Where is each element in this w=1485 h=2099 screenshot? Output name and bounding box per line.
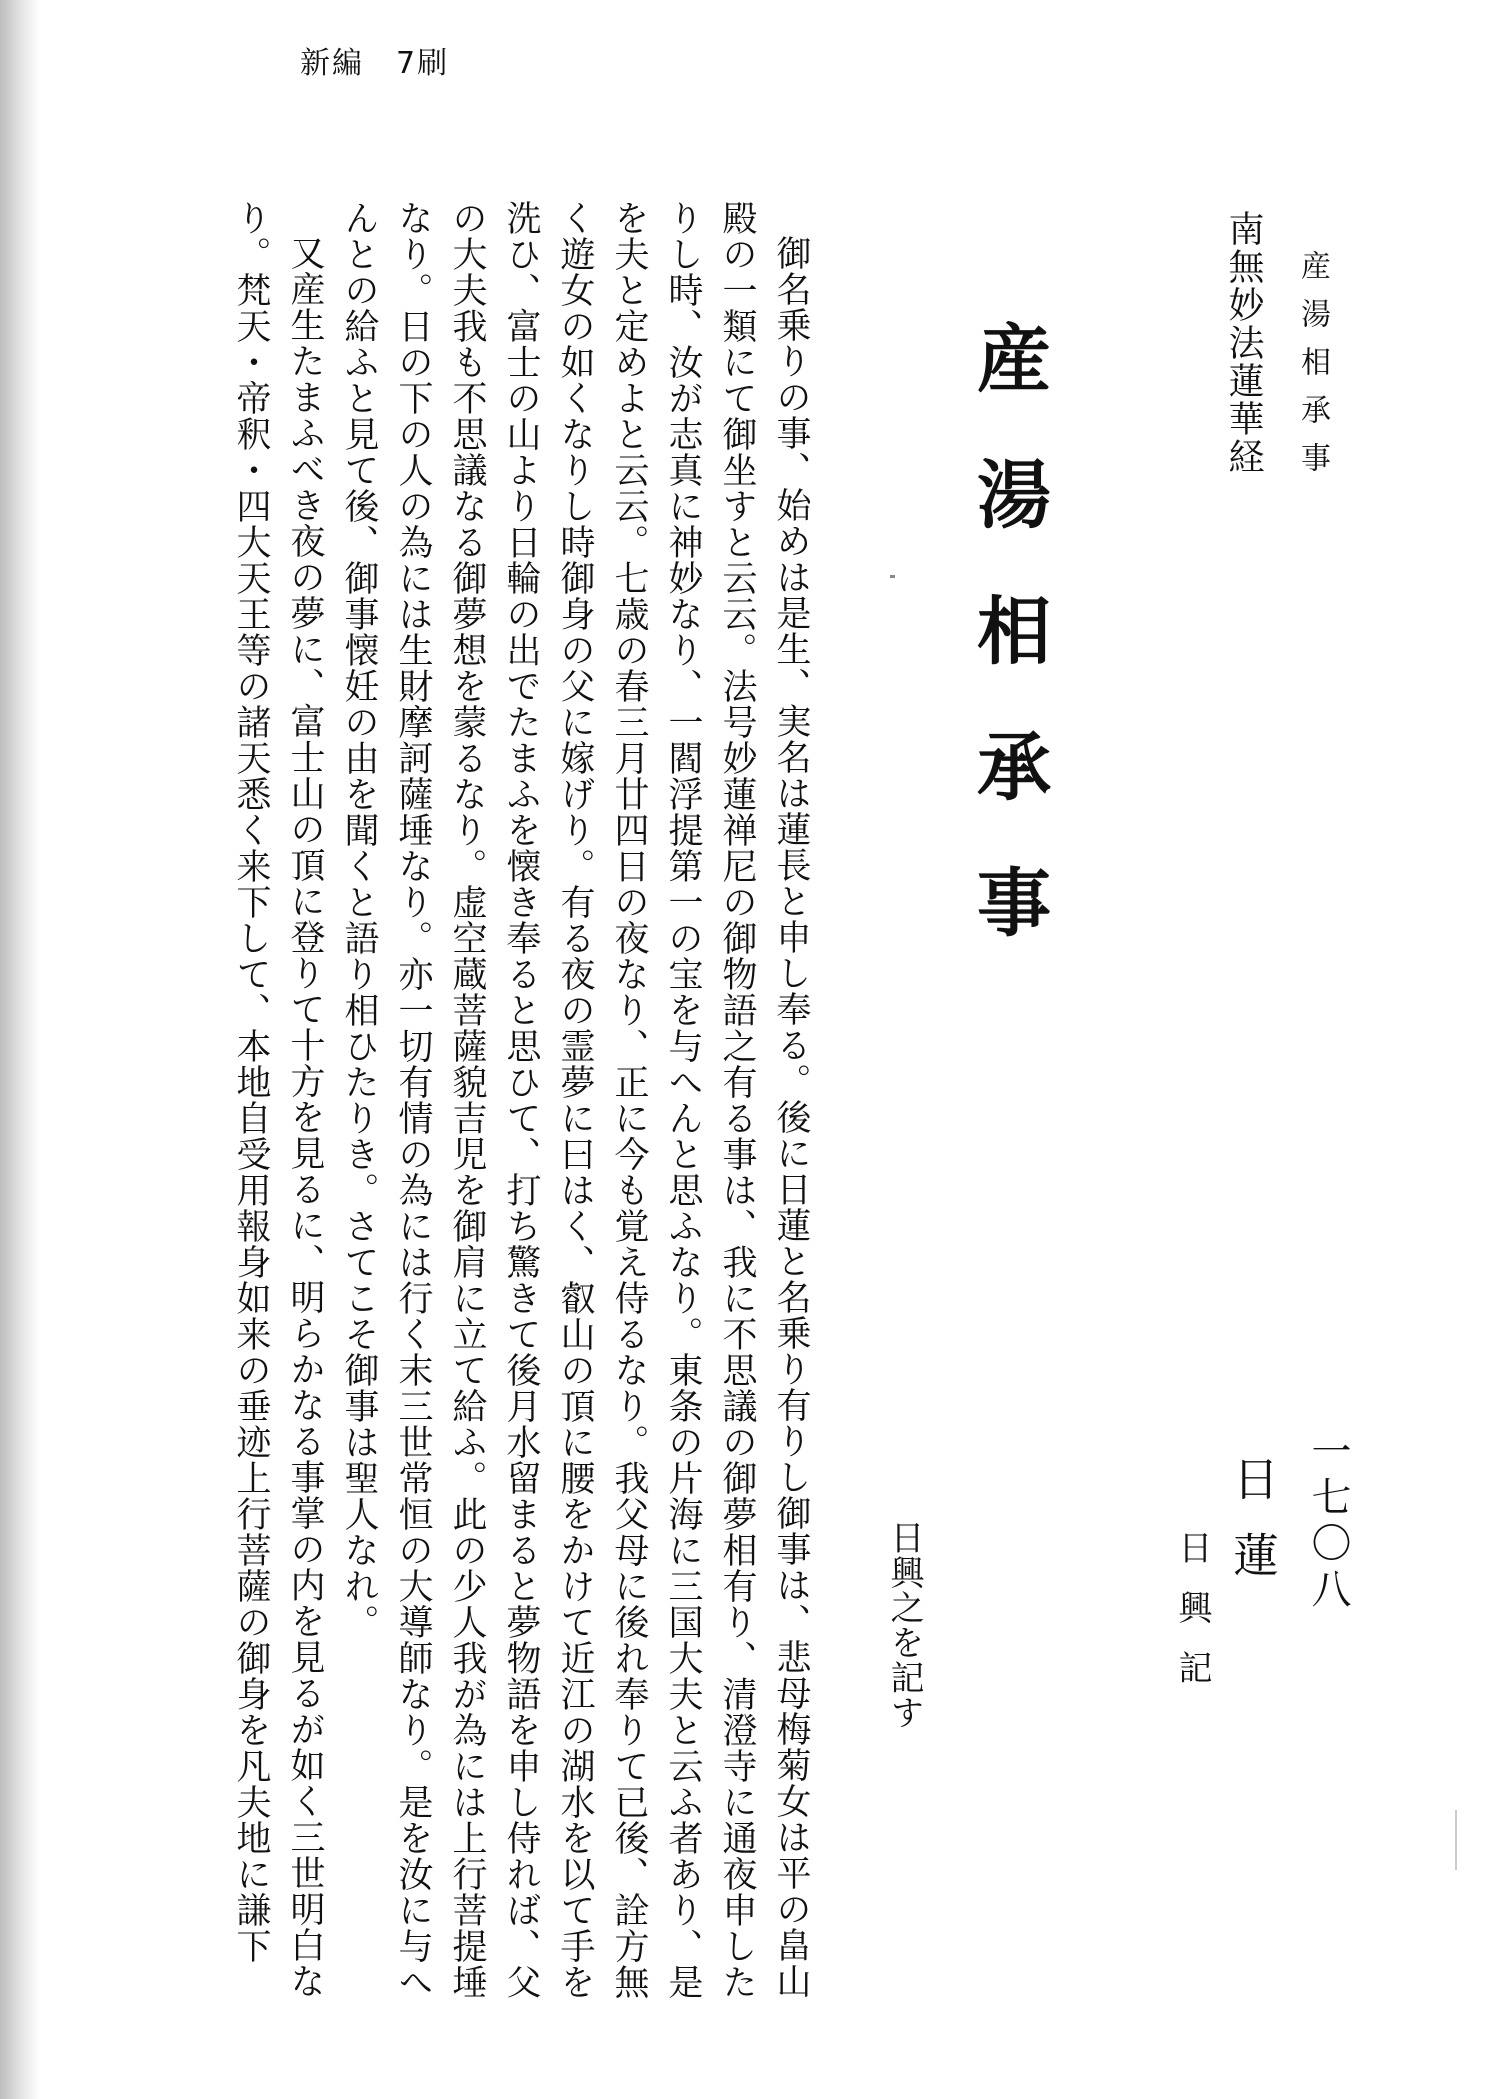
scan-speck xyxy=(890,575,895,578)
author-name: 日蓮 xyxy=(1226,1455,1280,1607)
page-binding-shadow xyxy=(0,0,40,2099)
edition-label: 新編 7刷 xyxy=(300,46,450,81)
running-header: 産湯相承事 xyxy=(1295,250,1330,490)
scribe-note: 日興之を記す xyxy=(884,1520,924,1730)
invocation-line: 南無妙法蓮華経 xyxy=(1223,210,1264,476)
paragraph: 御名乗りの事、始めは是生、実名は蓮長と申し奉る。後に日蓮と名乗り有りし御事は、悲母梅菊女は平の畠山殿の一類にて御坐すと云云。法号妙蓮禅尼の御物語之有る事は、我に不思議の御夢相有り、清澄寺に通夜申したりし時、汝が志真に神妙なり、一閻浮提第一の宝を与へんと思ふなり。東条の片海に三国大夫と云ふ者あり、是を夫と定めよと云云。七歳の春三月廿四日の夜なり、正に今も覚え侍るなり。我父母に後れ奉りて已後、詮方無く遊女の如くなりし時御身の父に嫁げり。有る夜の霊夢に曰はく、叡山の頂に腰をかけて近江の湖水を以て手を洗ひ、富士の山より日輪の出でたまふを懐き奉ると思ひて、打ち驚きて後月水留まると夢物語を申し侍れば、父の大夫我も不思議なる御夢想を蒙るなり。虚空蔵菩薩貌吉児を御肩に立て給ふ。此の少人我が為には上行菩提埵なり。日の下の人の為には生財摩訶薩埵なり。亦一切有情の為には行く末三世常恒の大導師なり。是を汝に与へんとの給ふと見て後、御事懐妊の由を聞くと語り相ひたりき。さてこそ御事は聖人なれ。 xyxy=(339,200,811,2000)
recorder-name: 日興記 xyxy=(1172,1530,1212,1710)
page-number: 一七〇八 xyxy=(1305,1430,1351,1614)
document-title: 産湯相承事 xyxy=(965,320,1051,1000)
paragraph: 又産生たまふべき夜の夢に、富士山の頂に登りて十方を見るに、明らかなる事掌の内を見るが如く三世明白なり。梵天・帝釈・四大天王等の諸天悉く来下して、本地自受用報身如来の垂迹上行菩薩の御身を凡夫地に謙下 xyxy=(231,200,325,1999)
body-text xyxy=(158,200,818,2030)
scan-speck xyxy=(1455,1810,1457,1870)
